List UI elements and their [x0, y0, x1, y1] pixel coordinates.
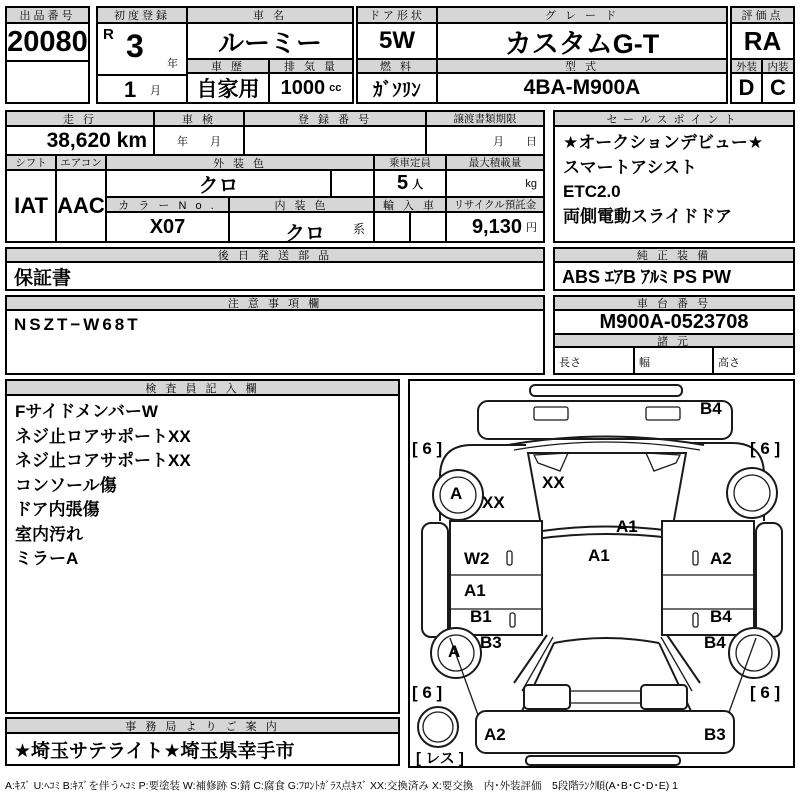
transfer-deadline-header: 譲渡書類期限 [425, 110, 545, 127]
displacement-value [268, 72, 354, 104]
shaken-header: 車 検 [153, 110, 245, 127]
color-no-value: X07 [105, 211, 230, 243]
exterior-grade-header: 外装 [730, 58, 763, 74]
score-header: 評価点 [730, 6, 795, 24]
displacement-header: 排 気 量 [268, 58, 354, 74]
door-shape-header: ドア形状 [356, 6, 438, 24]
shaken-value: 年 月 [153, 125, 245, 156]
import-cell-1 [373, 211, 411, 243]
import-header: 輸 入 車 [373, 196, 447, 213]
hood-edge-inner-line [514, 442, 700, 450]
inspector-note-line: コンソール傷 [15, 475, 117, 495]
width-label: 幅 [639, 357, 650, 369]
right-rear-door-grade: B4 [710, 607, 732, 626]
right-doors-shape [662, 521, 754, 635]
cowl-line [536, 534, 678, 539]
sales-points-header: セールスポイント [553, 110, 795, 127]
notes-value: NSZT−W68T [14, 315, 141, 334]
left-quarter-grade: B1 [470, 607, 492, 626]
notes-header: 注 意 事 項 欄 [5, 295, 545, 311]
fuel-header: 燃 料 [356, 58, 438, 74]
exterior-grade-value: D [730, 72, 763, 104]
capacity-header: 乗車定員 [373, 154, 447, 171]
max-load-unit: kg [525, 177, 537, 190]
spare-tire-label: [ レス ] [416, 750, 464, 767]
left-doors-shape [450, 521, 542, 635]
car-name-header: 車 名 [186, 6, 354, 24]
tire-depth-rear-left: [ 6 ] [412, 683, 443, 702]
sales-point-line: ETC2.0 [563, 182, 621, 201]
era-code: R [103, 26, 114, 43]
interior-grade-value: C [761, 72, 795, 104]
notes-box [5, 309, 545, 375]
score-value: RA [730, 22, 795, 60]
left-fender-grade: XX [482, 493, 505, 512]
front-left-wheel-grade: A [450, 484, 463, 503]
later-shipped-parts-header: 後 日 発 送 部 品 [5, 247, 545, 263]
left-rear-door-grade: A1 [464, 581, 486, 600]
lot-number-value: 20080 [5, 22, 90, 62]
lot-number-header: 出品番号 [5, 6, 90, 24]
door-shape-value: 5W [356, 22, 438, 60]
width-cell [633, 346, 714, 375]
front-bumper-shape [478, 401, 732, 439]
inspector-notes-header: 検 査 員 記 入 欄 [5, 379, 400, 396]
model-code-value: 4BA-M900A [436, 72, 728, 104]
chassis-number-value: M900A-0523708 [553, 309, 795, 335]
lot-number-empty-cell [5, 60, 90, 104]
inspector-notes-list [5, 394, 400, 714]
roof-grade: A1 [588, 546, 610, 565]
tail-lamp-right-shape [641, 685, 687, 709]
registration-number-value [243, 125, 427, 156]
max-load-value [445, 169, 545, 198]
length-label: 長さ [559, 357, 581, 369]
first-registration-year: 3 [126, 28, 144, 64]
tire-depth-rear-right: [ 6 ] [750, 683, 781, 702]
fuel-value: ｶﾞｿﾘﾝ [356, 72, 438, 104]
car-damage-diagram [408, 379, 795, 768]
recycle-deposit-number: 9,130 [471, 215, 522, 238]
left-sill-shape [422, 523, 448, 637]
inspector-note-line: FサイドメンバーW [15, 402, 158, 421]
shift-value: IAT [5, 169, 57, 243]
aircon-header: エアコン [55, 154, 107, 171]
height-cell [712, 346, 795, 375]
tire-depth-front-left: [ 6 ] [412, 439, 443, 458]
cowl-grade: A1 [616, 517, 638, 536]
office-info-value: ★埼玉サテライト★埼玉県幸手市 [5, 732, 400, 766]
first-registration-year-cell [96, 22, 188, 76]
interior-color-name: クロ [285, 223, 325, 245]
rear-molding-shape [526, 756, 680, 765]
displacement-unit: cc [329, 82, 342, 94]
tire-depth-front-right: [ 6 ] [750, 439, 781, 458]
interior-color-header: 内 装 色 [228, 196, 375, 213]
recycle-deposit-header: リサイクル預託金 [445, 196, 545, 213]
first-registration-month-cell [96, 74, 188, 104]
later-shipped-parts-value: 保証書 [5, 261, 545, 291]
sales-point-line: 両側電動スライドドア [563, 206, 732, 226]
oem-equipment-header: 純 正 装 備 [553, 247, 795, 263]
registration-number-header: 登 録 番 号 [243, 110, 427, 127]
color-no-header: カ ラ ー N o . [105, 196, 230, 213]
right-rear-fender-grade: B4 [704, 633, 726, 652]
interior-grade-header: 内装 [761, 58, 795, 74]
office-info-header: 事 務 局 よ り ご 案 内 [5, 717, 400, 734]
month-unit: 月 [150, 85, 161, 97]
car-outline-drawing [410, 381, 793, 766]
car-history-value: 自家用 [186, 72, 270, 104]
height-label: 高さ [718, 357, 740, 369]
exterior-color-extra-cell [330, 169, 375, 198]
left-rear-fender-grade: B3 [480, 633, 502, 652]
wiper-right-shape [646, 453, 680, 471]
rear-bumper-shape [476, 711, 734, 753]
mileage-header: 走 行 [5, 110, 155, 127]
front-bumper-grade: B4 [700, 399, 722, 418]
mileage-value: 38,620 km [5, 125, 155, 156]
right-front-door-grade: A2 [710, 549, 732, 568]
transfer-deadline-value: 月 日 [425, 125, 545, 156]
sales-points-list [553, 125, 795, 243]
year-unit: 年 [167, 58, 178, 70]
rear-bumper-left-grade: A2 [484, 725, 506, 744]
length-cell [553, 346, 635, 375]
capacity-value [373, 169, 447, 198]
grade-value: カスタムG-T [436, 22, 728, 60]
spare-tire-shape [418, 707, 458, 747]
exterior-color-header: 外 装 色 [105, 154, 375, 171]
rear-glass-top-line [554, 638, 659, 643]
inspector-note-line: ネジ止コアサポートXX [15, 451, 191, 470]
capacity-unit: 人 [412, 178, 424, 191]
aircon-value: AAC [55, 169, 107, 243]
front-molding-shape [530, 385, 682, 396]
shift-header: シフト [5, 154, 57, 171]
sales-point-line: ★オークションデビュー★ [563, 133, 764, 152]
oem-equipment-value: ABS ｴｱB ｱﾙﾐ PS PW [553, 261, 795, 291]
recycle-deposit-value [445, 211, 545, 243]
car-history-header: 車 歴 [186, 58, 270, 74]
first-registration-month: 1 [124, 77, 137, 102]
chassis-number-header: 車 台 番 号 [553, 295, 795, 311]
model-code-header: 型 式 [436, 58, 728, 74]
car-name-value: ルーミー [186, 22, 354, 60]
rear-bumper-right-grade: B3 [704, 725, 726, 744]
exterior-color-value: クロ [105, 169, 332, 198]
first-registration-header: 初度登録 [96, 6, 188, 24]
max-load-header: 最大積載量 [445, 154, 545, 171]
tail-lamp-left-shape [524, 685, 570, 709]
windshield-grade: XX [542, 473, 565, 492]
grade-header: グ レ ー ド [436, 6, 728, 24]
inspector-note-line: ミラーA [15, 549, 79, 568]
legend-text: A:ｷｽﾞ U:ﾍｺﾐ B:ｷｽﾞを伴うﾍｺﾐ P:要塗装 W:補修跡 S:錆 C:腐食 G:ﾌﾛﾝﾄｶﾞﾗｽ点ｷｽﾞ XX:交換済み X:要交換 内･外装評価 5段階ﾗﾝｸ順(A･B･C･D･E) 1 [5, 780, 679, 792]
inspector-note-line: 室内汚れ [15, 524, 83, 544]
inspector-note-line: ネジ止ロアサポートXX [15, 426, 191, 446]
left-front-door-grade: W2 [464, 549, 490, 568]
recycle-deposit-unit: 円 [526, 222, 537, 234]
sales-point-line: スマートアシスト [563, 157, 697, 177]
dimensions-header: 諸 元 [553, 333, 795, 348]
capacity-number: 5 [396, 172, 409, 194]
displacement-number: 1000 [280, 76, 326, 99]
interior-color-value [228, 211, 375, 243]
import-cell-2 [409, 211, 447, 243]
rear-left-wheel-grade: A [448, 642, 461, 661]
interior-color-suffix: 系 [352, 222, 365, 236]
wiper-left-shape [534, 453, 568, 471]
inspector-note-line: ドア内張傷 [15, 500, 100, 519]
right-sill-shape [756, 523, 782, 637]
